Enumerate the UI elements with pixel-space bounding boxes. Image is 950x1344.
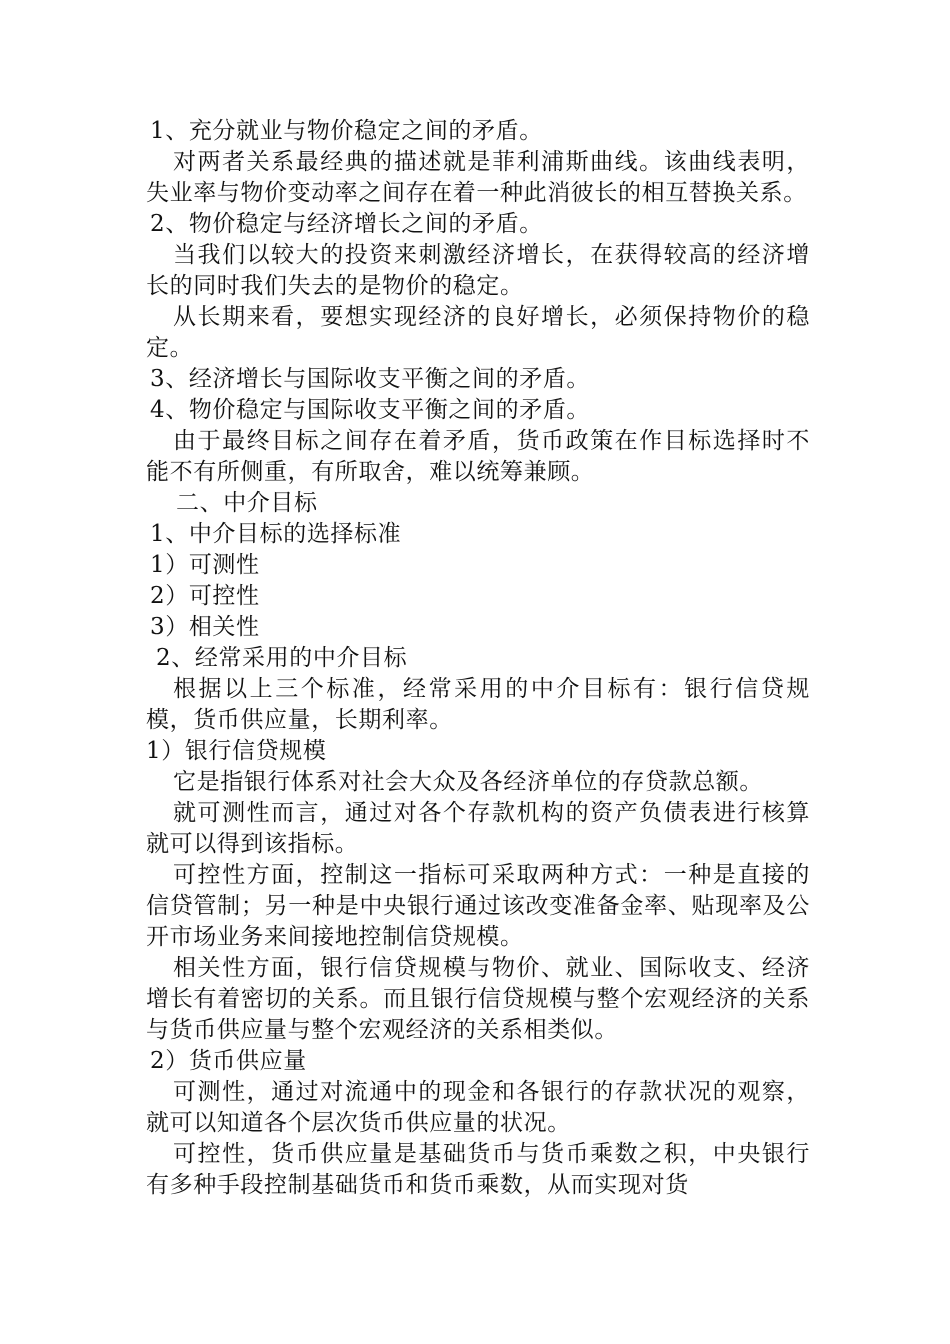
list-item-controllability: 2）可控性 [150,583,260,609]
paragraph-phillips-curve: 对两者关系最经典的描述就是菲利浦斯曲线。该曲线表明，失业率与物价变动率之间存在着一种此消彼长的相互替换关系。 [146,149,810,206]
heading-conflict-employment-price: 1、充分就业与物价稳定之间的矛盾。 [150,118,543,144]
section-heading-intermediate-targets: 二、中介目标 [176,490,318,516]
paragraph-credit-measurability: 就可测性而言，通过对各个存款机构的资产负债表进行核算就可以得到该指标。 [146,800,810,857]
paragraph-credit-relevance: 相关性方面，银行信贷规模与物价、就业、国际收支、经济增长有着密切的关系。而且银行信贷规模与整个宏观经济的关系与货币供应量与整个宏观经济的关系相类似。 [146,955,810,1043]
paragraph-final-goals: 由于最终目标之间存在着矛盾，货币政策在作目标选择时不能不有所侧重，有所取舍，难以统筹兼顾。 [146,428,810,485]
paragraph-credit-controllability: 可控性方面，控制这一指标可采取两种方式：一种是直接的信贷管制；另一种是中央银行通过该改变准备金率、贴现率及公开市场业务来间接地控制信贷规模。 [146,862,810,950]
heading-conflict-growth-balance: 3、经济增长与国际收支平衡之间的矛盾。 [150,366,591,392]
paragraph-money-measurability: 可测性，通过对流通中的现金和各银行的存款状况的观察，就可以知道各个层次货币供应量的状况。 [146,1079,810,1136]
paragraph-investment-growth: 当我们以较大的投资来刺激经济增长，在获得较高的经济增长的同时我们失去的是物价的稳定。 [146,242,810,299]
heading-money-supply: 2）货币供应量 [150,1048,307,1074]
heading-selection-criteria: 1、中介目标的选择标准 [150,521,402,547]
heading-conflict-price-balance: 4、物价稳定与国际收支平衡之间的矛盾。 [150,397,591,423]
heading-conflict-price-growth: 2、物价稳定与经济增长之间的矛盾。 [150,211,543,237]
heading-bank-credit: 1）银行信贷规模 [146,738,327,764]
heading-common-targets: 2、经常采用的中介目标 [156,645,408,671]
paragraph-money-controllability: 可控性，货币供应量是基础货币与货币乘数之积，中央银行有多种手段控制基础货币和货币乘数，从而实现对货 [146,1141,810,1198]
paragraph-long-term: 从长期来看，要想实现经济的良好增长，必须保持物价的稳定。 [146,304,810,361]
paragraph-credit-definition: 它是指银行体系对社会大众及各经济单位的存贷款总额。 [173,769,763,795]
list-item-measurability: 1）可测性 [150,552,260,578]
list-item-relevance: 3）相关性 [150,614,260,640]
document-body [146,116,810,1201]
paragraph-common-targets: 根据以上三个标准，经常采用的中介目标有：银行信贷规模，货币供应量，长期利率。 [146,676,810,733]
